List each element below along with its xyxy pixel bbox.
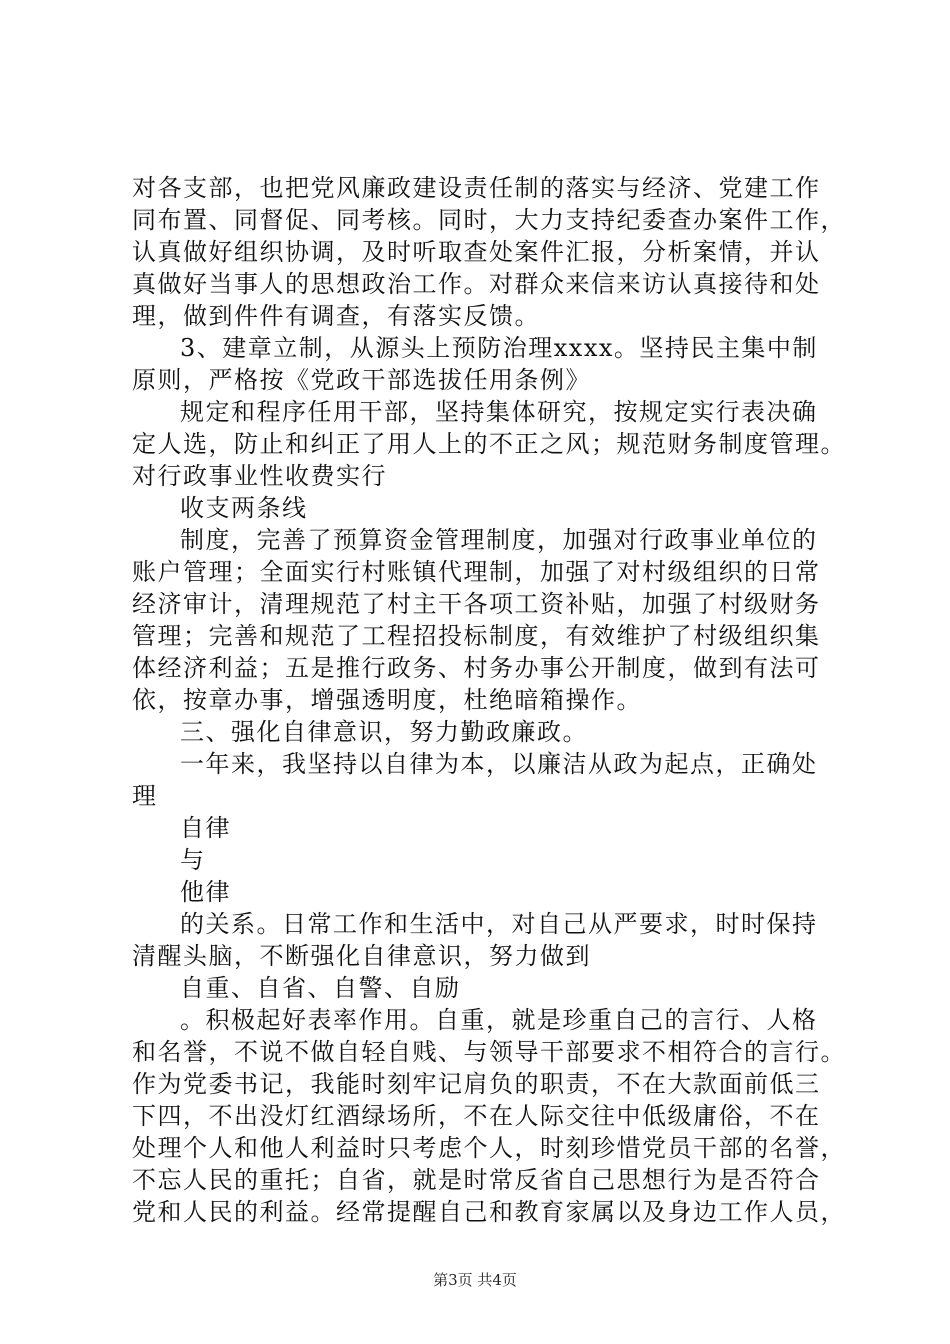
- document-body: [132, 172, 846, 1228]
- text-line: 党和人民的利益。经常提醒自己和教育家属以及身边工作人员，: [132, 1198, 846, 1226]
- text-line: 与: [180, 846, 206, 874]
- text-line: 3、建章立制，从源头上预防治理xxxx。坚持民主集中制: [180, 334, 818, 362]
- text-line: 依，按章办事，增强透明度，杜绝暗箱操作。: [132, 686, 642, 714]
- text-line: 认真做好组织协调，及时听取查处案件汇报，分析案情，并认: [132, 238, 821, 266]
- text-line: 下四，不出没灯红酒绿场所，不在人际交往中低级庸俗，不在: [132, 1102, 821, 1130]
- text-line: 账户管理；全面实行村账镇代理制，加强了对村级组织的日常: [132, 558, 821, 586]
- text-line: 他律: [180, 878, 231, 906]
- text-line: 理，做到件件有调查，有落实反馈。: [132, 302, 540, 330]
- text-line: 制度，完善了预算资金管理制度，加强对行政事业单位的: [180, 526, 818, 554]
- text-line: 同布置、同督促、同考核。同时，大力支持纪委查办案件工作，: [132, 206, 846, 234]
- text-line: 收支两条线: [180, 494, 308, 522]
- page-footer: 第3页 共4页: [433, 1271, 517, 1289]
- text-line: 真做好当事人的思想政治工作。对群众来信来访认真接待和处: [132, 270, 821, 298]
- text-line: 原则，严格按《党政干部选拔任用条例》: [132, 366, 591, 394]
- text-line: 不忘人民的重托；自省，就是时常反省自己思想行为是否符合: [132, 1166, 821, 1194]
- text-line: 清醒头脑，不断强化自律意识，努力做到: [132, 942, 591, 970]
- text-line: 管理；完善和规范了工程招投标制度，有效维护了村级组织集: [132, 622, 821, 650]
- text-line: 的关系。日常工作和生活中，对自己从严要求，时时保持: [180, 910, 818, 938]
- text-line: 定人选，防止和纠正了用人上的不正之风；规范财务制度管理。: [132, 430, 846, 458]
- text-line: 一年来，我坚持以自律为本，以廉洁从政为起点，正确处: [180, 750, 818, 778]
- text-line: 理: [132, 782, 158, 810]
- text-line: 和名誉，不说不做自轻自贱、与领导干部要求不相符合的言行。: [132, 1038, 846, 1066]
- text-line: 经济审计，清理规范了村主干各项工资补贴，加强了村级财务: [132, 590, 821, 618]
- text-line: 三、强化自律意识，努力勤政廉政。: [180, 718, 588, 746]
- text-line: 对各支部，也把党风廉政建设责任制的落实与经济、党建工作: [132, 174, 821, 202]
- text-line: 自重、自省、自警、自励: [180, 974, 461, 1002]
- text-line: 体经济利益；五是推行政务、村务办事公开制度，做到有法可: [132, 654, 821, 682]
- text-line: 处理个人和他人利益时只考虑个人，时刻珍惜党员干部的名誉，: [132, 1134, 846, 1162]
- text-line: 对行政事业性收费实行: [132, 462, 387, 490]
- text-line: 作为党委书记，我能时刻牢记肩负的职责，不在大款面前低三: [132, 1070, 821, 1098]
- text-line: 自律: [180, 814, 231, 842]
- text-line: 规定和程序任用干部，坚持集体研究，按规定实行表决确: [180, 398, 818, 426]
- text-line: 。积极起好表率作用。自重，就是珍重自己的言行、人格: [180, 1006, 818, 1034]
